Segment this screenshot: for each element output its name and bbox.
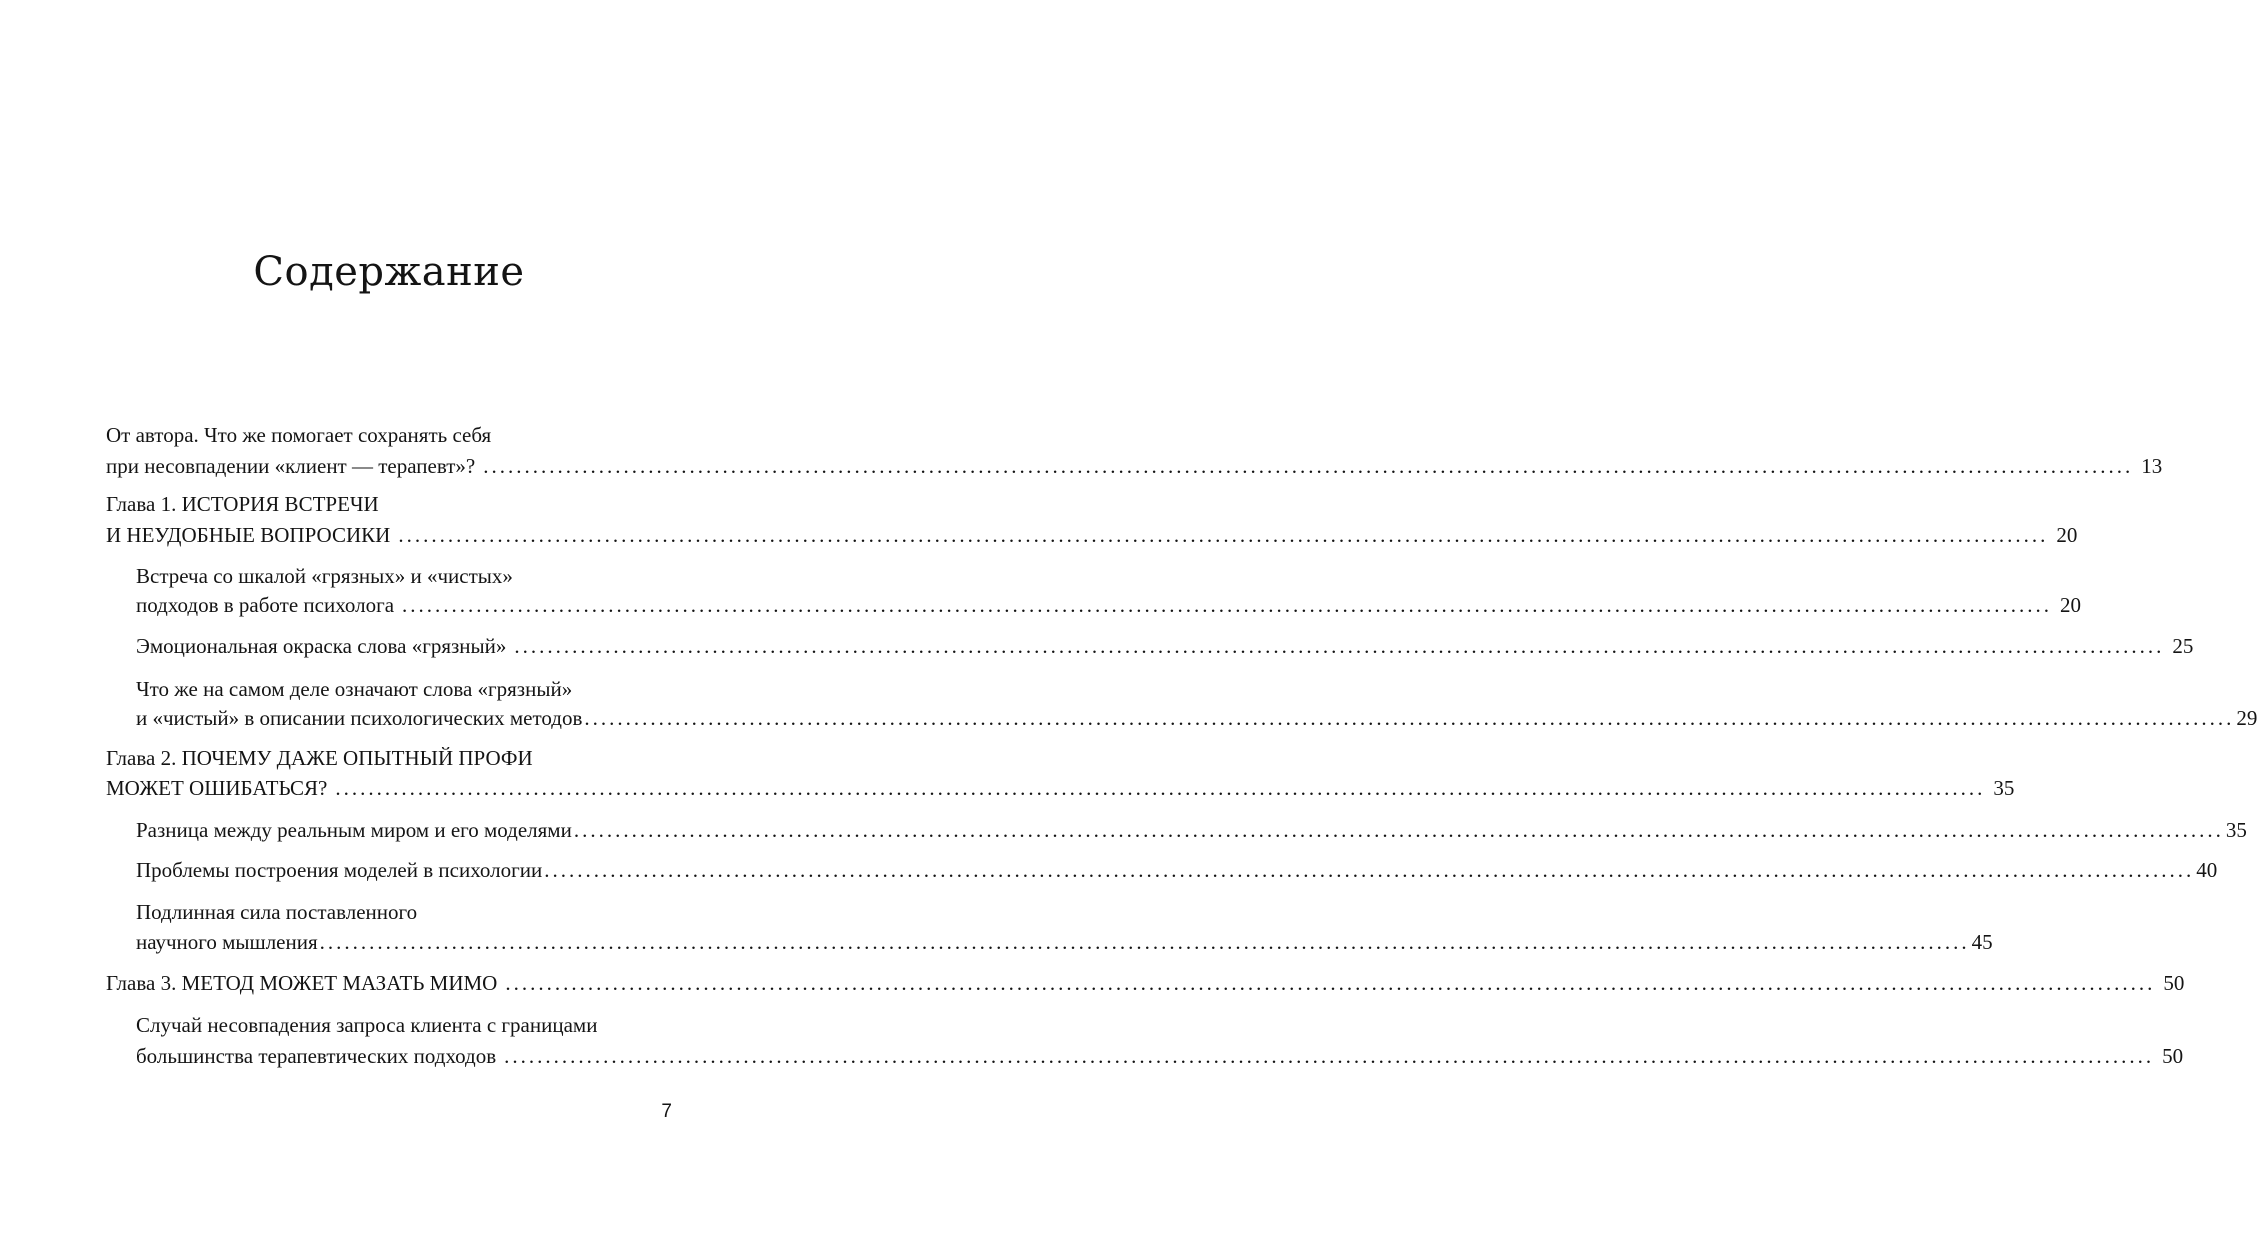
toc-entry-line: Глава 2. ПОЧЕМУ ДАЖЕ ОПЫТНЫЙ ПРОФИ bbox=[106, 746, 533, 770]
toc-entry-line: Встреча со шкалой «грязных» и «чистых» bbox=[136, 564, 513, 588]
toc-page-number: 25 bbox=[2172, 634, 2194, 658]
toc-page-number: 13 bbox=[2141, 454, 2163, 478]
toc-entry-line: Проблемы построения моделей в психологии bbox=[136, 858, 543, 882]
toc-entry-line: Разница между реальным миром и его моделями bbox=[136, 818, 572, 842]
toc-entry-line: большинства терапевтических подходов bbox=[136, 1044, 497, 1068]
toc-page-number: 29 bbox=[2236, 706, 2257, 730]
dot-leader: ........................................................................................................................................................................................................ bbox=[335, 776, 1986, 800]
dot-leader: ........................................................................................................................................................................................................ bbox=[544, 858, 2195, 882]
toc-page-number: 45 bbox=[1971, 930, 1993, 954]
dot-leader: ........................................................................................................................................................................................................ bbox=[483, 454, 2134, 478]
dot-leader: ........................................................................................................................................................................................................ bbox=[504, 1044, 2155, 1068]
toc-entry-line: и «чистый» в описании психологических методов bbox=[136, 706, 583, 730]
toc-entry-line: Что же на самом деле означают слова «грязный» bbox=[136, 677, 573, 701]
dot-leader: ........................................................................................................................................................................................................ bbox=[584, 706, 2235, 730]
toc-entry-line: Подлинная сила поставленного bbox=[136, 900, 418, 924]
toc-page-number: 20 bbox=[2056, 523, 2078, 547]
toc-entry-line: Эмоциональная окраска слова «грязный» bbox=[136, 634, 507, 658]
dot-leader: ........................................................................................................................................................................................................ bbox=[402, 593, 2053, 617]
toc-entry-line: подходов в работе психолога bbox=[136, 593, 395, 617]
toc-page-number: 35 bbox=[2225, 818, 2247, 842]
toc-page-number: 20 bbox=[2060, 593, 2082, 617]
toc-page-number: 50 bbox=[2163, 971, 2185, 995]
toc-entry-line: Глава 1. ИСТОРИЯ ВСТРЕЧИ bbox=[106, 492, 379, 516]
dot-leader: ........................................................................................................................................................................................................ bbox=[573, 818, 2224, 842]
toc-entry-line: От автора. Что же помогает сохранять себя bbox=[106, 423, 492, 447]
toc-page-number: 50 bbox=[2162, 1044, 2184, 1068]
toc-page-number: 40 bbox=[2196, 858, 2218, 882]
toc-entry-line: И НЕУДОБНЫЕ ВОПРОСИКИ bbox=[106, 523, 391, 547]
dot-leader: ........................................................................................................................................................................................................ bbox=[319, 930, 1970, 954]
toc-page-number: 35 bbox=[1993, 776, 2015, 800]
toc-entry-line: Случай несовпадения запроса клиента с границами bbox=[136, 1013, 598, 1037]
toc-entry-line: научного мышления bbox=[136, 930, 318, 954]
dot-leader: ........................................................................................................................................................................................................ bbox=[514, 634, 2165, 658]
page-title: Содержание bbox=[253, 249, 525, 295]
toc-entry-line: при несовпадении «клиент — терапевт»? bbox=[106, 454, 476, 478]
dot-leader: ........................................................................................................................................................................................................ bbox=[398, 523, 2049, 547]
dot-leader: ........................................................................................................................................................................................................ bbox=[505, 971, 2156, 995]
toc-entry-line: Глава 3. МЕТОД МОЖЕТ МАЗАТЬ МИМО bbox=[106, 971, 498, 995]
page-number: 7 bbox=[661, 1101, 672, 1122]
toc-entry-line: МОЖЕТ ОШИБАТЬСЯ? bbox=[106, 776, 328, 800]
